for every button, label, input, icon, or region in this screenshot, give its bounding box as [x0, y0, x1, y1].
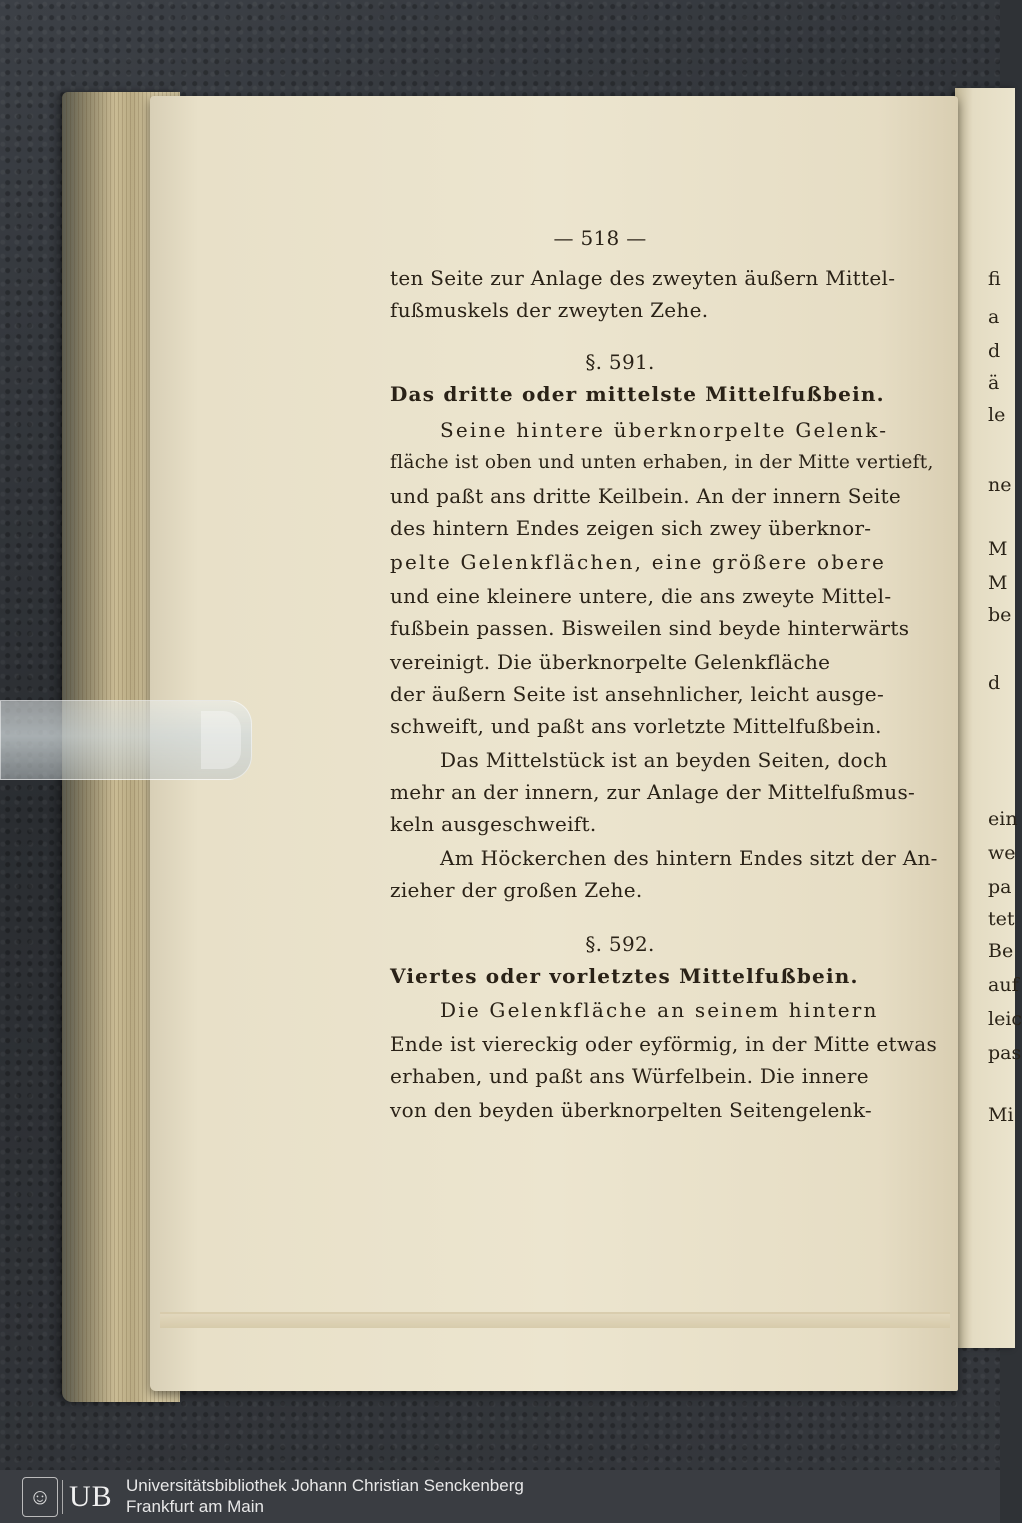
- text-line: Das Mittelstück ist an beyden Seiten, doch: [440, 748, 888, 772]
- book-page: [150, 96, 958, 1391]
- text-line: fußmuskels der zweyten Zehe.: [390, 298, 709, 322]
- portrait-seal-icon: ☺: [22, 1477, 58, 1517]
- page-number: — 518 —: [553, 226, 647, 250]
- text-line: Seine hintere überknorpelte Gelenk-: [440, 418, 889, 442]
- facing-fragment: d: [988, 672, 1001, 694]
- facing-fragment: ä: [988, 372, 1000, 394]
- facing-fragment: le: [988, 404, 1006, 426]
- footer-bar: [0, 1470, 1000, 1523]
- institution-location: Frankfurt am Main: [126, 1497, 264, 1516]
- text-line: zieher der großen Zehe.: [390, 878, 643, 902]
- text-line: pelte Gelenkflächen, eine größere obere: [390, 550, 887, 574]
- text-line: fußbein passen. Bisweilen sind beyde hinterwärts: [390, 616, 910, 640]
- text-line: Die Gelenkfläche an seinem hintern: [440, 998, 879, 1022]
- text-line: schweift, und paßt ans vorletzte Mittelfußbein.: [390, 714, 882, 738]
- text-line: keln ausgeschweift.: [390, 812, 597, 836]
- plastic-page-clip: [0, 700, 252, 780]
- text-line: der äußern Seite ist ansehnlicher, leicht ausge-: [390, 682, 884, 706]
- facing-fragment: pas: [988, 1042, 1022, 1064]
- facing-fragment: a: [988, 306, 1000, 328]
- facing-fragment: fi: [988, 268, 1001, 290]
- facing-fragment: d: [988, 340, 1001, 362]
- facing-fragment: ne: [988, 474, 1012, 496]
- text-line: von den beyden überknorpelten Seitengelenk-: [390, 1098, 872, 1122]
- text-line: und eine kleinere untere, die ans zweyte Mittel-: [390, 584, 892, 608]
- facing-fragment: M: [988, 572, 1008, 594]
- clip-tip: [201, 711, 241, 769]
- section-number: §. 591.: [585, 350, 655, 374]
- section-heading: Das dritte oder mittelste Mittelfußbein.: [390, 382, 885, 406]
- text-line: vereinigt. Die überknorpelte Gelenkfläche: [390, 650, 831, 674]
- facing-fragment: we: [988, 842, 1016, 864]
- facing-fragment: tet: [988, 908, 1015, 930]
- facing-page: [955, 88, 1015, 1348]
- facing-fragment: pa: [988, 876, 1012, 898]
- text-line: fläche ist oben und unten erhaben, in der Mitte vertieft,: [390, 452, 934, 473]
- ub-logo-text: UB: [62, 1480, 113, 1514]
- facing-fragment: Mi: [988, 1104, 1014, 1126]
- text-line: mehr an der innern, zur Anlage der Mittelfußmus-: [390, 780, 916, 804]
- facing-fragment: Be: [988, 940, 1014, 962]
- text-line: und paßt ans dritte Keilbein. An der innern Seite: [390, 484, 902, 508]
- section-number: §. 592.: [585, 932, 655, 956]
- text-line: erhaben, und paßt ans Würfelbein. Die innere: [390, 1064, 869, 1088]
- text-line: Ende ist viereckig oder eyförmig, in der Mitte etwas: [390, 1032, 938, 1056]
- page-bottom-edge: [160, 1312, 950, 1328]
- text-line: Am Höckerchen des hintern Endes sitzt der An-: [440, 846, 938, 870]
- text-line: ten Seite zur Anlage des zweyten äußern Mittel-: [390, 266, 896, 290]
- text-line: des hintern Endes zeigen sich zwey überknor-: [390, 516, 872, 540]
- facing-fragment: auf: [988, 974, 1019, 996]
- facing-fragment: M: [988, 538, 1008, 560]
- library-logo[interactable]: [22, 1477, 118, 1517]
- facing-fragment: ein: [988, 808, 1018, 830]
- section-heading: Viertes oder vorletztes Mittelfußbein.: [390, 964, 859, 988]
- facing-fragment: leic: [988, 1008, 1022, 1030]
- institution-name: Universitätsbibliothek Johann Christian Senckenberg: [126, 1476, 524, 1495]
- facing-fragment: be: [988, 604, 1012, 626]
